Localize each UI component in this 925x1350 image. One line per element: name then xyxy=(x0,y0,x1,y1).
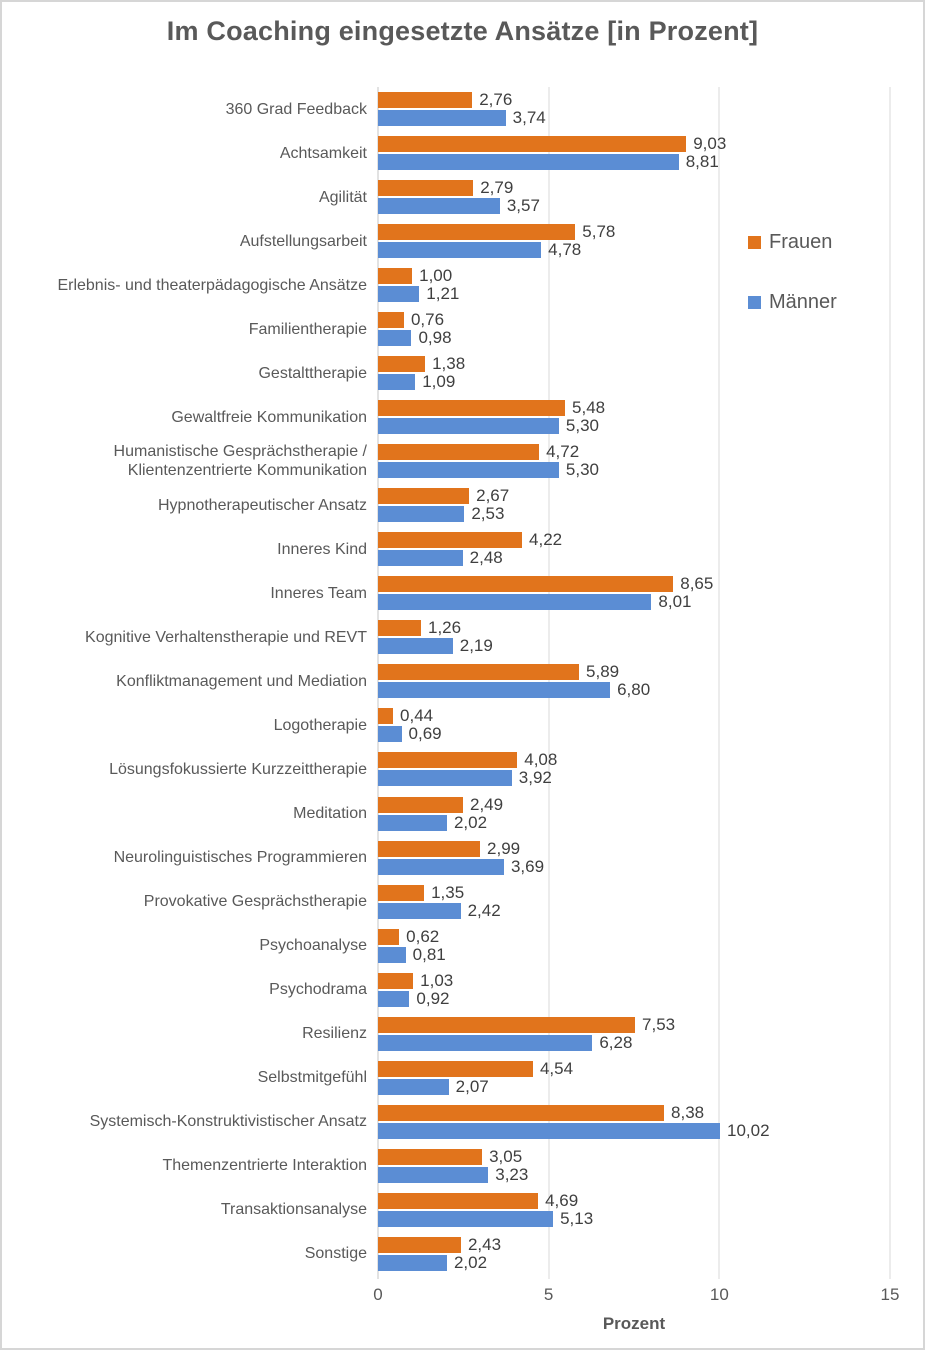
bar-line-männer xyxy=(378,682,890,698)
value-label-männer: 0,98 xyxy=(418,328,452,348)
category-label: Aufstellungsarbeit xyxy=(239,232,367,250)
bar-line-männer xyxy=(378,418,890,434)
value-label-männer: 5,30 xyxy=(565,460,599,480)
value-label-frauen: 4,54 xyxy=(539,1058,574,1078)
bar-frauen xyxy=(378,180,473,196)
bar-line-männer xyxy=(378,594,890,610)
legend-item-frauen xyxy=(748,231,837,254)
bar-männer xyxy=(378,1079,449,1095)
value-label-frauen: 2,43 xyxy=(467,1234,502,1254)
bar-männer xyxy=(378,1167,488,1183)
category-row xyxy=(12,395,890,439)
value-label-männer: 5,30 xyxy=(565,416,599,436)
category-label: Meditation xyxy=(293,805,367,823)
bar-line-frauen xyxy=(378,838,890,858)
bar-line-männer xyxy=(378,1120,890,1140)
category-label: Familientherapie xyxy=(248,320,367,338)
value-label-frauen: 2,67 xyxy=(476,486,510,506)
bar-line-frauen xyxy=(378,444,890,460)
bar-frauen xyxy=(378,356,425,372)
bar-line-frauen xyxy=(378,180,890,196)
category-label: Konfliktmanagement und Mediation xyxy=(116,672,367,690)
category-row xyxy=(12,1144,890,1188)
value-label-männer: 0,92 xyxy=(416,988,450,1008)
legend-label: Frauen xyxy=(769,231,833,253)
category-label: Hypnotherapeutischer Ansatz xyxy=(157,496,367,514)
bar-männer xyxy=(378,726,402,742)
legend-label: Männer xyxy=(769,291,837,313)
bar-group xyxy=(378,1188,890,1232)
bar-line-männer xyxy=(378,506,890,522)
value-label-männer: 1,21 xyxy=(426,284,460,304)
bar-line-männer xyxy=(378,726,890,742)
value-label-frauen: 1,00 xyxy=(419,266,453,286)
category-row xyxy=(12,439,890,483)
value-label-frauen: 8,65 xyxy=(680,574,714,594)
value-label-frauen: 0,62 xyxy=(406,926,440,946)
bar-line-frauen xyxy=(378,926,890,946)
bar-frauen xyxy=(378,268,412,284)
value-label-männer: 10,02 xyxy=(727,1120,770,1140)
value-label-frauen: 5,48 xyxy=(572,398,606,418)
bar-line-frauen xyxy=(378,1190,890,1210)
legend-marker-icon xyxy=(748,296,761,309)
chart-title: Im Coaching eingesetzte Ansätze [in Prozent] xyxy=(166,16,759,46)
category-label: Erlebnis- und theaterpädagogische Ansätze xyxy=(57,276,367,294)
bar-männer xyxy=(378,991,409,1007)
bar-line-frauen xyxy=(378,1146,890,1166)
category-label: Provokative Gesprächstherapie xyxy=(143,893,367,911)
bar-männer xyxy=(378,506,464,522)
category-label: Inneres Team xyxy=(270,584,367,602)
bar-group xyxy=(378,615,890,659)
bar-frauen xyxy=(378,1149,482,1165)
x-axis-title: Prozent xyxy=(602,1314,666,1333)
bar-männer xyxy=(378,859,504,875)
category-row xyxy=(12,703,890,747)
category-label: Psychoanalyse xyxy=(259,937,367,955)
category-row xyxy=(12,527,890,571)
value-label-frauen: 9,03 xyxy=(693,134,727,154)
legend-marker-icon xyxy=(748,236,761,249)
bar-group xyxy=(378,571,890,615)
bar-frauen xyxy=(378,532,522,548)
value-label-männer: 3,23 xyxy=(495,1164,529,1184)
value-label-frauen: 3,05 xyxy=(489,1146,523,1166)
bar-frauen xyxy=(378,929,399,945)
value-label-frauen: 5,89 xyxy=(586,662,620,682)
bar-männer xyxy=(378,1123,720,1139)
category-row xyxy=(12,880,890,924)
category-label: Resilienz xyxy=(302,1025,367,1043)
bar-frauen xyxy=(378,1017,635,1033)
value-label-frauen: 1,26 xyxy=(428,618,462,638)
bar-line-männer xyxy=(378,1208,890,1228)
value-label-männer: 6,28 xyxy=(599,1032,633,1052)
bar-line-frauen xyxy=(378,794,890,814)
bar-line-frauen xyxy=(378,620,890,636)
category-label: Gewaltfreie Kommunikation xyxy=(171,408,367,426)
category-row xyxy=(12,747,890,791)
bar-männer xyxy=(378,154,679,170)
value-label-frauen: 5,78 xyxy=(582,222,616,242)
bar-group xyxy=(378,483,890,527)
bar-group xyxy=(378,659,890,703)
bar-group xyxy=(378,880,890,924)
value-label-männer: 2,07 xyxy=(455,1076,489,1096)
category-label: Themenzentrierte Interaktion xyxy=(162,1157,367,1175)
bar-männer xyxy=(378,462,559,478)
bar-frauen xyxy=(378,92,472,108)
category-row xyxy=(12,659,890,703)
value-label-frauen: 0,44 xyxy=(400,706,434,726)
bar-group xyxy=(378,1012,890,1056)
value-label-männer: 6,80 xyxy=(617,680,651,700)
bar-frauen xyxy=(378,752,517,768)
category-row xyxy=(12,571,890,615)
bar-line-männer xyxy=(378,374,890,390)
bar-line-frauen xyxy=(378,356,890,372)
category-label: Logotherapie xyxy=(273,716,367,734)
bar-line-männer xyxy=(378,770,890,786)
category-label: Sonstige xyxy=(304,1245,367,1263)
value-label-männer: 2,02 xyxy=(453,812,488,832)
bar-männer xyxy=(378,815,447,831)
bar-line-frauen xyxy=(378,312,890,328)
value-label-männer: 2,53 xyxy=(471,504,505,524)
bar-group xyxy=(378,1056,890,1100)
bar-frauen xyxy=(378,136,686,152)
bar-group xyxy=(378,131,890,175)
value-label-frauen: 1,38 xyxy=(432,354,466,374)
bar-line-männer xyxy=(378,154,890,170)
bar-group xyxy=(378,747,890,791)
category-label: Systemisch-Konstruktivistischer Ansatz xyxy=(89,1113,367,1131)
bar-frauen xyxy=(378,312,404,328)
value-label-männer: 3,92 xyxy=(518,768,552,788)
value-label-frauen: 2,76 xyxy=(479,90,513,110)
bar-männer xyxy=(378,374,415,390)
bar-group xyxy=(378,1144,890,1188)
bar-männer xyxy=(378,682,610,698)
bar-frauen xyxy=(378,1193,538,1209)
category-label: Achtsamkeit xyxy=(279,144,367,162)
bar-männer xyxy=(378,110,506,126)
value-label-männer: 3,69 xyxy=(510,856,545,876)
bar-line-männer xyxy=(378,330,890,346)
bar-group xyxy=(378,527,890,571)
bar-group xyxy=(378,439,890,483)
category-row xyxy=(12,615,890,659)
bar-line-männer xyxy=(378,198,890,214)
bar-männer xyxy=(378,903,461,919)
bar-männer xyxy=(378,1211,553,1227)
category-row xyxy=(12,792,890,836)
bar-line-frauen xyxy=(378,576,890,592)
bar-line-frauen xyxy=(378,752,890,768)
bar-männer xyxy=(378,198,500,214)
category-label: Lösungsfokussierte Kurzzeittherapie xyxy=(109,760,367,778)
bar-group xyxy=(378,1232,890,1276)
category-row xyxy=(12,87,890,131)
category-label: Kognitive Verhaltenstherapie und REVT xyxy=(85,628,367,646)
bar-line-männer xyxy=(378,944,890,964)
category-row xyxy=(12,836,890,880)
bar-frauen xyxy=(378,400,565,416)
bar-männer xyxy=(378,286,419,302)
bar-männer xyxy=(378,638,453,654)
bar-group xyxy=(378,351,890,395)
value-label-frauen: 8,38 xyxy=(671,1102,705,1122)
bar-line-frauen xyxy=(378,532,890,548)
bar-line-männer xyxy=(378,1076,890,1096)
x-tick-label-15: 15 xyxy=(880,1285,900,1304)
bar-line-frauen xyxy=(378,400,890,416)
bar-line-frauen xyxy=(378,882,890,902)
value-label-frauen: 4,72 xyxy=(546,442,580,462)
bar-männer xyxy=(378,1035,592,1051)
bar-frauen xyxy=(378,1105,664,1121)
bar-line-männer xyxy=(378,638,890,654)
bar-männer xyxy=(378,242,541,258)
bar-männer xyxy=(378,770,512,786)
value-label-frauen: 7,53 xyxy=(642,1014,676,1034)
bar-group xyxy=(378,703,890,747)
bar-männer xyxy=(378,330,411,346)
value-label-männer: 4,78 xyxy=(548,240,582,260)
category-row xyxy=(12,1100,890,1144)
bar-line-männer xyxy=(378,462,890,478)
value-label-frauen: 0,76 xyxy=(410,310,445,330)
category-row xyxy=(12,968,890,1012)
bar-line-frauen xyxy=(378,970,890,990)
category-row xyxy=(12,1232,890,1276)
bar-frauen xyxy=(378,1237,461,1253)
bar-frauen xyxy=(378,973,413,989)
category-label: Gestalttherapie xyxy=(258,364,367,382)
category-row xyxy=(12,1012,890,1056)
value-label-männer: 8,81 xyxy=(685,152,719,172)
bar-line-frauen xyxy=(378,488,890,504)
category-label: Humanistische Gesprächstherapie / Klientenzentrierte Kommunikation xyxy=(113,443,367,480)
bar-line-männer xyxy=(378,812,890,832)
bar-männer xyxy=(378,550,463,566)
value-label-frauen: 4,22 xyxy=(529,530,563,550)
value-label-männer: 2,42 xyxy=(467,900,501,920)
bar-line-männer xyxy=(378,110,890,126)
bar-männer xyxy=(378,594,651,610)
x-tick-label-10: 10 xyxy=(709,1285,729,1304)
value-label-frauen: 2,99 xyxy=(487,838,521,858)
bar-group xyxy=(378,924,890,968)
category-label: 360 Grad Feedback xyxy=(225,100,367,118)
bar-line-männer xyxy=(378,856,890,876)
value-label-männer: 2,48 xyxy=(469,548,503,568)
bar-line-frauen xyxy=(378,708,890,724)
legend-item-männer xyxy=(748,291,837,314)
category-row xyxy=(12,483,890,527)
value-label-frauen: 4,08 xyxy=(524,750,558,770)
bar-line-männer xyxy=(378,1252,890,1272)
bar-frauen xyxy=(378,488,469,504)
category-row xyxy=(12,351,890,395)
bar-frauen xyxy=(378,224,575,240)
bar-männer xyxy=(378,418,559,434)
bar-group xyxy=(378,1100,890,1144)
x-tick-label-0: 0 xyxy=(373,1285,383,1304)
legend xyxy=(748,231,837,314)
bar-frauen xyxy=(378,620,421,636)
category-row xyxy=(12,1188,890,1232)
bar-line-männer xyxy=(378,1164,890,1184)
bar-frauen xyxy=(378,885,424,901)
bar-line-frauen xyxy=(378,1102,890,1122)
value-label-männer: 3,74 xyxy=(512,108,546,128)
bar-group xyxy=(378,836,890,880)
bar-line-männer xyxy=(378,550,890,566)
value-label-frauen: 1,35 xyxy=(431,882,465,902)
bar-line-männer xyxy=(378,988,890,1008)
value-label-männer: 3,57 xyxy=(506,196,540,216)
bar-line-männer xyxy=(378,900,890,920)
value-label-männer: 0,81 xyxy=(412,944,446,964)
category-row xyxy=(12,1056,890,1100)
value-label-männer: 0,69 xyxy=(408,724,442,744)
bar-männer xyxy=(378,1255,447,1271)
category-row xyxy=(12,131,890,175)
value-label-männer: 5,13 xyxy=(560,1208,594,1228)
category-label: Agilität xyxy=(318,188,367,206)
value-label-frauen: 2,79 xyxy=(480,178,514,198)
bar-line-frauen xyxy=(378,1058,890,1078)
bar-line-frauen xyxy=(378,92,890,108)
value-label-männer: 2,19 xyxy=(459,636,493,656)
bar-frauen xyxy=(378,576,673,592)
value-label-frauen: 4,69 xyxy=(545,1190,579,1210)
value-label-frauen: 2,49 xyxy=(469,794,504,814)
bar-frauen xyxy=(378,1061,533,1077)
bar-group xyxy=(378,87,890,131)
bar-frauen xyxy=(378,841,480,857)
bar-group xyxy=(378,395,890,439)
bar-frauen xyxy=(378,664,579,680)
bar-group xyxy=(378,175,890,219)
bar-line-frauen xyxy=(378,1014,890,1034)
value-label-männer: 8,01 xyxy=(658,592,692,612)
bar-line-frauen xyxy=(378,1234,890,1254)
bar-line-frauen xyxy=(378,664,890,680)
category-label: Inneres Kind xyxy=(277,540,367,558)
category-label: Neurolinguistisches Programmieren xyxy=(113,849,367,867)
category-label: Selbstmitgefühl xyxy=(257,1069,367,1087)
value-label-frauen: 1,03 xyxy=(420,970,454,990)
category-label: Transaktionsanalyse xyxy=(220,1201,367,1219)
category-row xyxy=(12,175,890,219)
value-label-männer: 1,09 xyxy=(422,372,456,392)
bar-männer xyxy=(378,947,406,963)
x-axis xyxy=(373,1285,900,1305)
value-label-männer: 2,02 xyxy=(453,1252,488,1272)
bar-frauen xyxy=(378,444,539,460)
bar-frauen xyxy=(378,708,393,724)
bar-group xyxy=(378,792,890,836)
bar-line-frauen xyxy=(378,136,890,152)
bar-line-männer xyxy=(378,1032,890,1052)
x-tick-label-5: 5 xyxy=(543,1285,554,1304)
bar-group xyxy=(378,968,890,1012)
category-label: Psychodrama xyxy=(269,981,367,999)
category-row xyxy=(12,924,890,968)
bar-frauen xyxy=(378,797,463,813)
